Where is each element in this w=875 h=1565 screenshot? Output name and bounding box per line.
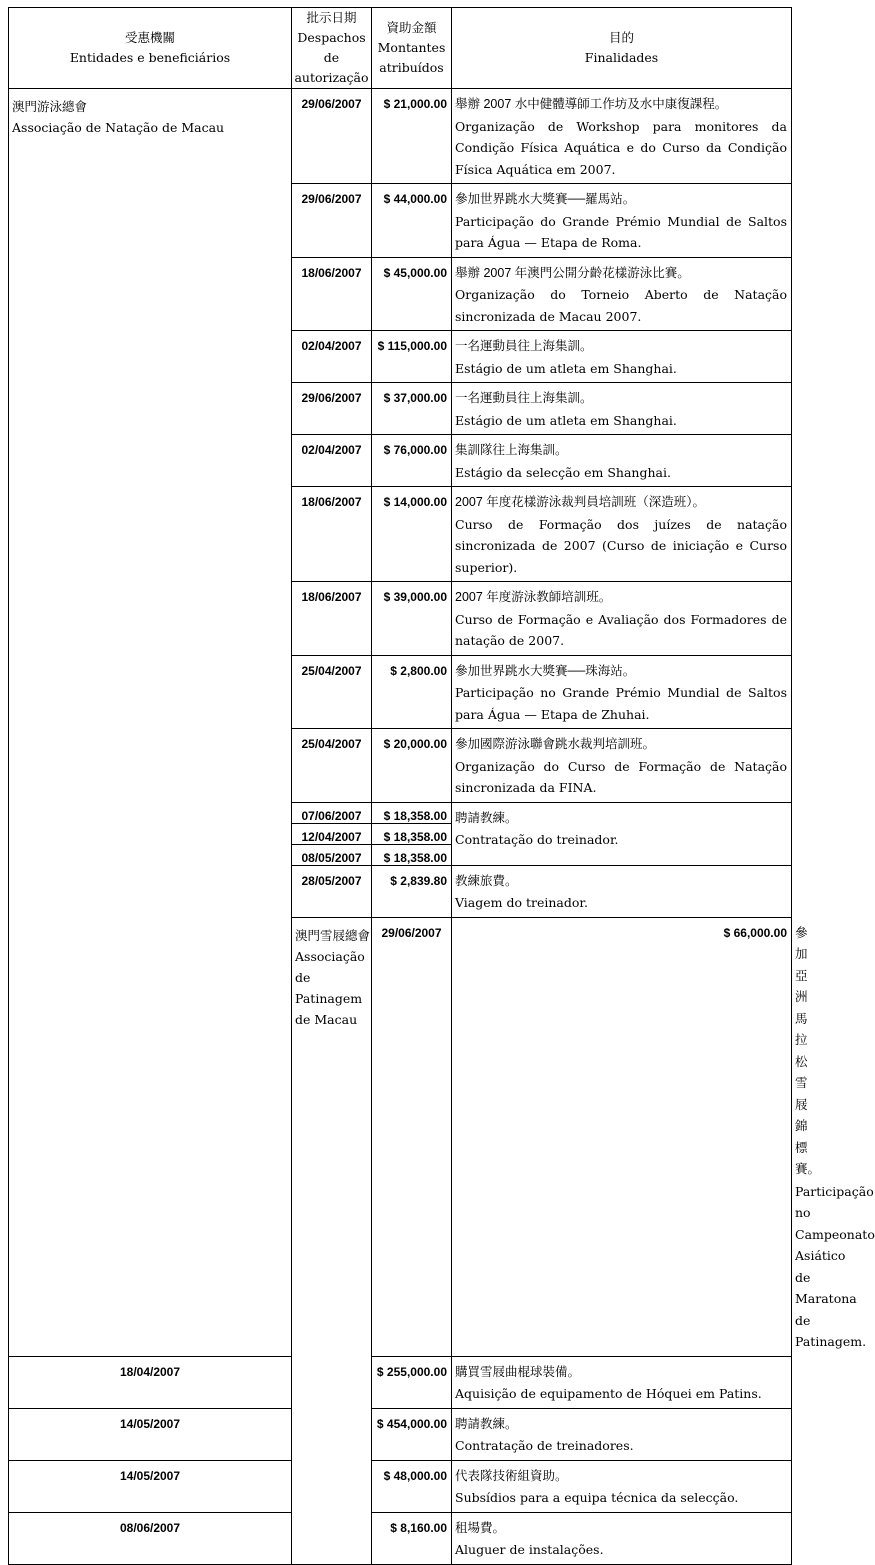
header-amount [372,8,452,89]
header-entities-pt: Entidades e beneficiários [69,50,231,65]
purpose-pt: Viagem do treinador. [455,895,588,910]
date-cell: 07/06/2007 [292,802,372,823]
purpose-cell [452,89,792,184]
table-row [9,1460,792,1512]
entity-name-pt: Associação de Patinagem de Macau [295,948,365,1027]
purpose-pt: Aluguer de instalações. [455,1542,604,1557]
date-cell: 18/06/2007 [292,257,372,331]
subsidy-table-wrapper [8,7,875,1565]
date-cell: 25/04/2007 [292,729,372,803]
date-cell: 18/04/2007 [9,1356,292,1408]
header-amount-zh: 資助金額 [386,20,437,35]
purpose-zh: 2007 年度游泳教師培訓班。 [455,590,612,604]
amount-cell: $ 48,000.00 [372,1460,452,1512]
entity-name-zh: 澳門游泳總會 [12,99,88,114]
purpose-pt: Participação no Grande Prémio Mundial de Saltos para Água — Etapa de Zhuhai. [455,685,787,722]
date-cell: 29/06/2007 [372,917,452,1356]
amount-cell: $ 8,160.00 [372,1512,452,1564]
header-dates-pt-1: Despachos de [297,30,366,65]
purpose-cell [452,383,792,435]
purpose-pt: Subsídios para a equipa técnica da selecção. [455,1490,739,1505]
amount-cell: $ 21,000.00 [372,89,452,184]
purpose-pt: Participação do Grande Prémio Mundial de Saltos para Água — Etapa de Roma. [455,213,787,250]
purpose-cell [452,655,792,729]
date-cell: 25/04/2007 [292,655,372,729]
header-dates-pt-2: autorização [294,70,369,85]
header-amount-pt-1: Montantes [377,40,446,55]
purpose-cell [452,1408,792,1460]
purpose-zh: 購買雪屐曲棍球裝備。 [455,1364,581,1379]
subsidy-table [8,7,875,1565]
purpose-pt: Contratação do treinador. [455,832,619,847]
header-entities [9,8,292,89]
table-row [9,1356,792,1408]
purpose-zh: 2007 年度花樣游泳裁判員培訓班（深造班）。 [455,495,706,509]
amount-cell: $ 2,800.00 [372,655,452,729]
header-amount-pt-2: atribuídos [379,60,444,75]
purpose-zh: 舉辦 2007 年澳門公開分齡花樣游泳比賽。 [455,265,690,280]
purpose-zh: 集訓隊往上海集訓。 [455,443,568,457]
purpose-zh: 參加世界跳水大獎賽──羅馬站。 [455,192,636,206]
amount-cell: $ 76,000.00 [372,435,452,487]
amount-cell: $ 45,000.00 [372,257,452,331]
purpose-cell [452,802,792,865]
entity-cell-patinagem [292,917,372,1564]
purpose-cell [452,331,792,383]
purpose-cell [452,435,792,487]
purpose-pt: Estágio de um atleta em Shanghai. [455,412,677,428]
purpose-zh: 聘請教練。 [455,810,518,825]
purpose-pt: Organização do Torneio Aberto de Natação sincronizada de Macau 2007. [455,287,787,324]
amount-cell: $ 37,000.00 [372,383,452,435]
amount-cell: $ 454,000.00 [372,1408,452,1460]
entity-cell-natacao [9,89,292,1357]
purpose-pt: Aquisição de equipamento de Hóquei em Patins. [455,1386,762,1401]
table-row [9,89,792,184]
purpose-zh: 代表隊技術組資助。 [455,1468,568,1483]
date-cell: 12/04/2007 [292,823,372,844]
amount-cell: $ 2,839.80 [372,865,452,917]
purpose-cell [452,487,792,582]
amount-cell: $ 18,358.00 [372,844,452,865]
purpose-zh: 租場費。 [455,1520,506,1535]
header-dates [292,8,372,89]
purpose-pt: Curso de Formação e Avaliação dos Formadores de natação de 2007. [455,611,787,648]
date-cell: 29/06/2007 [292,184,372,258]
purpose-cell [452,257,792,331]
purpose-cell [452,1356,792,1408]
purpose-pt: Estágio da selecção em Shanghai. [455,464,671,480]
purpose-cell [452,1460,792,1512]
amount-cell: $ 18,358.00 [372,823,452,844]
purpose-pt: Curso de Formação dos juízes de natação sincronizada de 2007 (Curso de iniciação e Curso superior). [455,516,787,575]
table-row [9,1512,792,1564]
date-cell: 18/06/2007 [292,487,372,582]
purpose-cell [452,729,792,803]
purpose-cell [452,582,792,656]
purpose-pt: Organização do Curso de Formação de Natação sincronizada da FINA. [455,758,787,795]
table-row: 澳門雪屐總會 Associação de Patinagem de Macau 29/06/2007 $ 66,000.00 參加亞洲馬拉松雪屐錦標賽。 Participação no Campeonato Asiático de Maratona de Patinagem. [9,917,792,1356]
purpose-cell [452,1512,792,1564]
date-cell: 28/05/2007 [292,865,372,917]
entity-name-zh: 澳門雪屐總會 [295,927,371,943]
purpose-pt: Organização de Workshop para monitores da Condição Física Aquática e do Curso da Condição Física Aquática em 2007. [455,118,787,177]
date-cell: 02/04/2007 [292,435,372,487]
purpose-cell [452,184,792,258]
purpose-zh: 教練旅費。 [455,873,518,888]
entity-name-pt: Associação de Natação de Macau [12,120,225,135]
amount-cell: $ 39,000.00 [372,582,452,656]
header-row [9,8,792,89]
amount-cell: $ 115,000.00 [372,331,452,383]
header-purpose-pt: Finalidades [584,50,659,65]
date-cell: 18/06/2007 [292,582,372,656]
purpose-zh: 參加國際游泳聯會跳水裁判培訓班。 [455,737,656,751]
purpose-zh: 參加世界跳水大獎賽──珠海站。 [455,663,636,678]
amount-cell: $ 14,000.00 [372,487,452,582]
purpose-pt: Contratação de treinadores. [455,1438,634,1453]
table-row [9,1408,792,1460]
header-dates-zh: 批示日期 [306,10,357,25]
date-cell: 08/05/2007 [292,844,372,865]
amount-cell: $ 44,000.00 [372,184,452,258]
purpose-cell [452,865,792,917]
date-cell: 08/06/2007 [9,1512,292,1564]
amount-cell: $ 20,000.00 [372,729,452,803]
purpose-zh: 一名運動員往上海集訓。 [455,339,593,353]
date-cell: 02/04/2007 [292,331,372,383]
amount-cell: $ 66,000.00 [452,917,792,1356]
amount-cell: $ 18,358.00 [372,802,452,823]
date-cell: 14/05/2007 [9,1460,292,1512]
purpose-zh: 聘請教練。 [455,1416,518,1431]
purpose-zh: 舉辦 2007 水中健體導師工作坊及水中康復課程。 [455,97,728,111]
header-purpose-zh: 目的 [608,30,634,45]
date-cell: 29/06/2007 [292,89,372,184]
purpose-pt: Estágio de um atleta em Shanghai. [455,360,677,376]
amount-cell: $ 255,000.00 [372,1356,452,1408]
header-purpose [452,8,792,89]
header-entities-zh: 受惠機關 [124,30,175,45]
date-cell: 29/06/2007 [292,383,372,435]
purpose-zh: 一名運動員往上海集訓。 [455,391,593,405]
date-cell: 14/05/2007 [9,1408,292,1460]
